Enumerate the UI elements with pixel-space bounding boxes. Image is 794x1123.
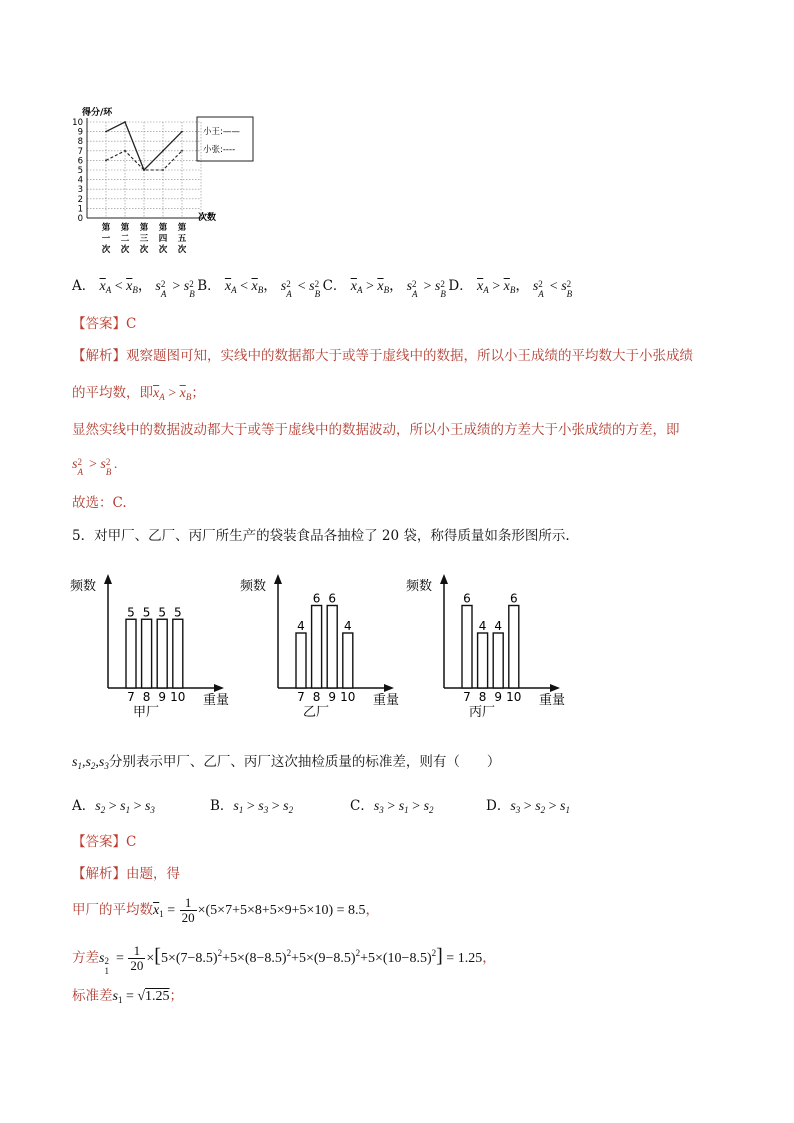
bar: [509, 606, 519, 689]
bar-data-label: 6: [509, 591, 518, 606]
q5-answer-value: C: [126, 834, 137, 850]
q5-answer: [72, 832, 136, 852]
series-point: [105, 160, 107, 162]
x-tick-label: 第: [120, 223, 130, 233]
q4-analysis-4: s 2 A > s 2 B .: [72, 457, 118, 477]
y-tick-label: 6: [77, 156, 83, 167]
series-point: [124, 121, 126, 123]
bar-data-label: 6: [328, 591, 337, 606]
bar: [296, 633, 306, 688]
bar-xlabel: 重量: [539, 693, 566, 708]
bar-x-tick-label: 7: [127, 690, 135, 704]
bar: [462, 606, 472, 689]
bar-data-label: 5: [142, 605, 151, 620]
bar-xlabel: 重量: [373, 693, 400, 708]
bar-data-label: 6: [463, 591, 471, 606]
q5-option-b-line: B．$s_1 > s_3 > s_2$: [210, 798, 294, 815]
series-point: [105, 131, 107, 133]
q5-mean-result: 8.5: [348, 903, 366, 918]
q5-mean-line: 甲厂的平均数$\overline{x}_1$ = $\frac{1}{20}$ ×(5×7+5×8+5×9+5×10) = 8.5，: [72, 895, 380, 926]
x-tick-label: 次: [139, 245, 149, 255]
y-tick-label: 7: [77, 146, 83, 157]
bar-x-tick-label: 9: [494, 690, 503, 704]
bar: [142, 619, 152, 688]
x-tick-label: 二: [120, 234, 130, 244]
bar-data-label: 5: [158, 605, 167, 620]
bar: [478, 633, 488, 688]
bar: [327, 606, 337, 689]
series-point: [162, 150, 164, 152]
x-tick-label: 第: [101, 223, 111, 233]
bar: [126, 619, 136, 688]
bar-data-label: 5: [127, 605, 135, 620]
q5-sd-line: 标准差$s_1 = √1.25$；: [72, 988, 184, 1005]
series-point: [181, 131, 183, 133]
bar-x-tick-label: 8: [478, 690, 487, 704]
q5-answer-tag: 【答案】: [72, 834, 126, 850]
legend-xiaowang: 小王:——: [203, 127, 240, 137]
bar-x-tick-label: 8: [312, 690, 321, 704]
line-chart-title: 得分/环: [82, 108, 113, 118]
q4-option-b: B．: [197, 278, 221, 294]
bar-y-arrow: [104, 574, 112, 584]
q5-variance-label: 方差: [72, 950, 99, 966]
series-point: [181, 150, 183, 152]
q5-analysis: [72, 864, 180, 884]
bar-y-arrow: [274, 574, 282, 584]
q5-option-b: B．: [210, 798, 234, 814]
y-tick-label: 5: [77, 166, 83, 176]
y-tick-label: 1: [77, 204, 83, 215]
bar: [173, 619, 183, 688]
series-point: [124, 150, 126, 152]
q5-option-a: A．: [72, 798, 96, 814]
q4-analysis-text-2: 的平均数，即: [72, 385, 153, 401]
q4-option-c: C．: [322, 278, 347, 294]
q4-analysis-3: [72, 420, 680, 440]
y-tick-label: 8: [77, 137, 83, 148]
q5-option-c: C．: [350, 798, 374, 814]
bar-data-label: 4: [343, 619, 352, 633]
x-tick-label: 三: [139, 234, 149, 244]
factory-bar-charts: [66, 570, 586, 725]
bar-x-arrow: [214, 684, 224, 692]
bar-data-label: 4: [297, 619, 305, 633]
q5-analysis-tag: 【解析】: [72, 866, 126, 882]
bar: [157, 619, 167, 688]
q4-answer: [72, 314, 136, 334]
x-tick-label: 第: [177, 223, 187, 233]
x-tick-label: 次: [177, 245, 187, 255]
bar-chart-title: 乙厂: [302, 705, 330, 720]
bar-ylabel: 频数: [70, 579, 97, 594]
bar-x-tick-label: 9: [158, 690, 167, 704]
bar-x-tick-label: 9: [328, 690, 337, 704]
series-point: [143, 169, 145, 171]
q5-sd-label: 标准差: [72, 988, 113, 1004]
q5-option-d: D．: [486, 798, 511, 814]
q4-conclusion: 故选：C.: [72, 495, 127, 511]
q5-mean-label: 甲厂的平均数: [72, 902, 153, 918]
y-tick-label: 4: [77, 175, 83, 186]
q4-analysis-tag: 【解析】: [72, 348, 126, 364]
y-tick-label: 9: [77, 127, 83, 138]
bar: [493, 633, 503, 688]
q4-answer-tag: 【答案】: [72, 316, 126, 332]
bar-ylabel: 频数: [240, 579, 267, 594]
q4-analysis-text-1: 观察题图可知，实线中的数据都大于或等于虚线中的数据，所以小王成绩的平均数大于小张成绩: [126, 348, 693, 364]
bar-data-label: 6: [312, 591, 321, 606]
q5-option-d-line: D．$s_3 > s_2 > s_1$: [486, 798, 570, 815]
q4-option-d: D．: [448, 278, 473, 294]
q4-answer-value: C: [126, 316, 137, 332]
q4-options: A． $\overline{x}_A < \overline{x}_B$， s 2 A > s 2 B B． $\overline{x}_A < \overline{x}_B$， s 2 A < s 2 B C． $\overline{x}_A > \overline{x}_B$， s 2 A > s 2 B D． $\overline{x}_A > \overline{x}_B$， s 2 A < s 2 B: [72, 278, 573, 299]
bar-xlabel: 重量: [203, 693, 230, 708]
bar-x-arrow: [550, 684, 560, 692]
y-tick-label: 10: [72, 118, 83, 128]
bar-x-tick-label: 7: [463, 690, 471, 704]
x-tick-label: 四: [158, 234, 168, 244]
q5-options: A．$s_2 > s_1 > s_3$: [72, 798, 155, 815]
bar-data-label: 4: [478, 619, 487, 633]
bar-ylabel: 频数: [406, 579, 433, 594]
x-tick-label: 第: [158, 223, 168, 233]
q4-analysis-1: [72, 346, 693, 366]
bar-data-label: 5: [173, 605, 182, 620]
bar-y-arrow: [440, 574, 448, 584]
bar-x-tick-label: 7: [297, 690, 305, 704]
score-line-chart: [70, 104, 270, 256]
x-tick-label: 次: [120, 245, 130, 255]
line-chart-xlabel: 次数: [198, 213, 217, 223]
bar-data-label: 4: [494, 619, 503, 633]
bar-chart-title: 甲厂: [132, 705, 160, 720]
q5-stem-2: $s_1,s_2,s_3$分别表示甲厂、乙厂、丙厂这次抽检质量的标准差，则有（ ）: [72, 754, 501, 771]
y-tick-label: 3: [77, 185, 83, 196]
q5-stem-2-text: 分别表示甲厂、乙厂、丙厂这次抽检质量的标准差，则有（ ）: [108, 754, 501, 770]
x-tick-label: 五: [177, 234, 187, 244]
bar-x-arrow: [384, 684, 394, 692]
legend-xiaozhang: 小张:----: [203, 145, 236, 155]
x-tick-label: 一: [101, 234, 111, 244]
x-tick-label: 次: [101, 245, 111, 255]
y-tick-label: 0: [77, 214, 83, 224]
bar-x-tick-label: 10: [506, 690, 522, 704]
q5-stem: 5．对甲厂、乙厂、丙厂所生产的袋装食品各抽检了 20 袋，称得质量如条形图所示.: [72, 528, 570, 544]
q5-sd-result: 1.25: [145, 989, 170, 1004]
bar: [343, 633, 353, 688]
q5-option-c-line: C．$s_3 > s_1 > s_2$: [350, 798, 434, 815]
q5-variance-result: 1.25: [457, 951, 483, 966]
q5-analysis-intro: 由题，得: [126, 866, 180, 882]
bar-chart-title: 丙厂: [468, 705, 496, 720]
q4-option-a: A．: [72, 278, 96, 294]
bar-x-tick-label: 10: [170, 690, 186, 704]
x-tick-label: 次: [158, 245, 168, 255]
y-tick-label: 2: [77, 194, 83, 205]
bar-x-tick-label: 8: [142, 690, 151, 704]
q5-variance-line: 方差s 2 1 = $\frac{1}{20}$ $\times[5\times(7-8.5)^2+5\times(8-8.5)^2+5\times(9-8.5)^2+5\times(10-8.5)^2] = 1.25$，: [72, 943, 496, 976]
bar-x-tick-label: 10: [340, 690, 356, 704]
bar: [312, 606, 322, 689]
series-point: [162, 169, 164, 171]
q4-analysis-text-3: 显然实线中的数据波动都大于或等于虚线中的数据波动，所以小王成绩的方差大于小张成绩的方差，即: [72, 422, 680, 438]
x-tick-label: 第: [139, 223, 149, 233]
q4-analysis-2: 的平均数，即$\overline{x}_A > \overline{x}_B$；: [72, 385, 205, 402]
